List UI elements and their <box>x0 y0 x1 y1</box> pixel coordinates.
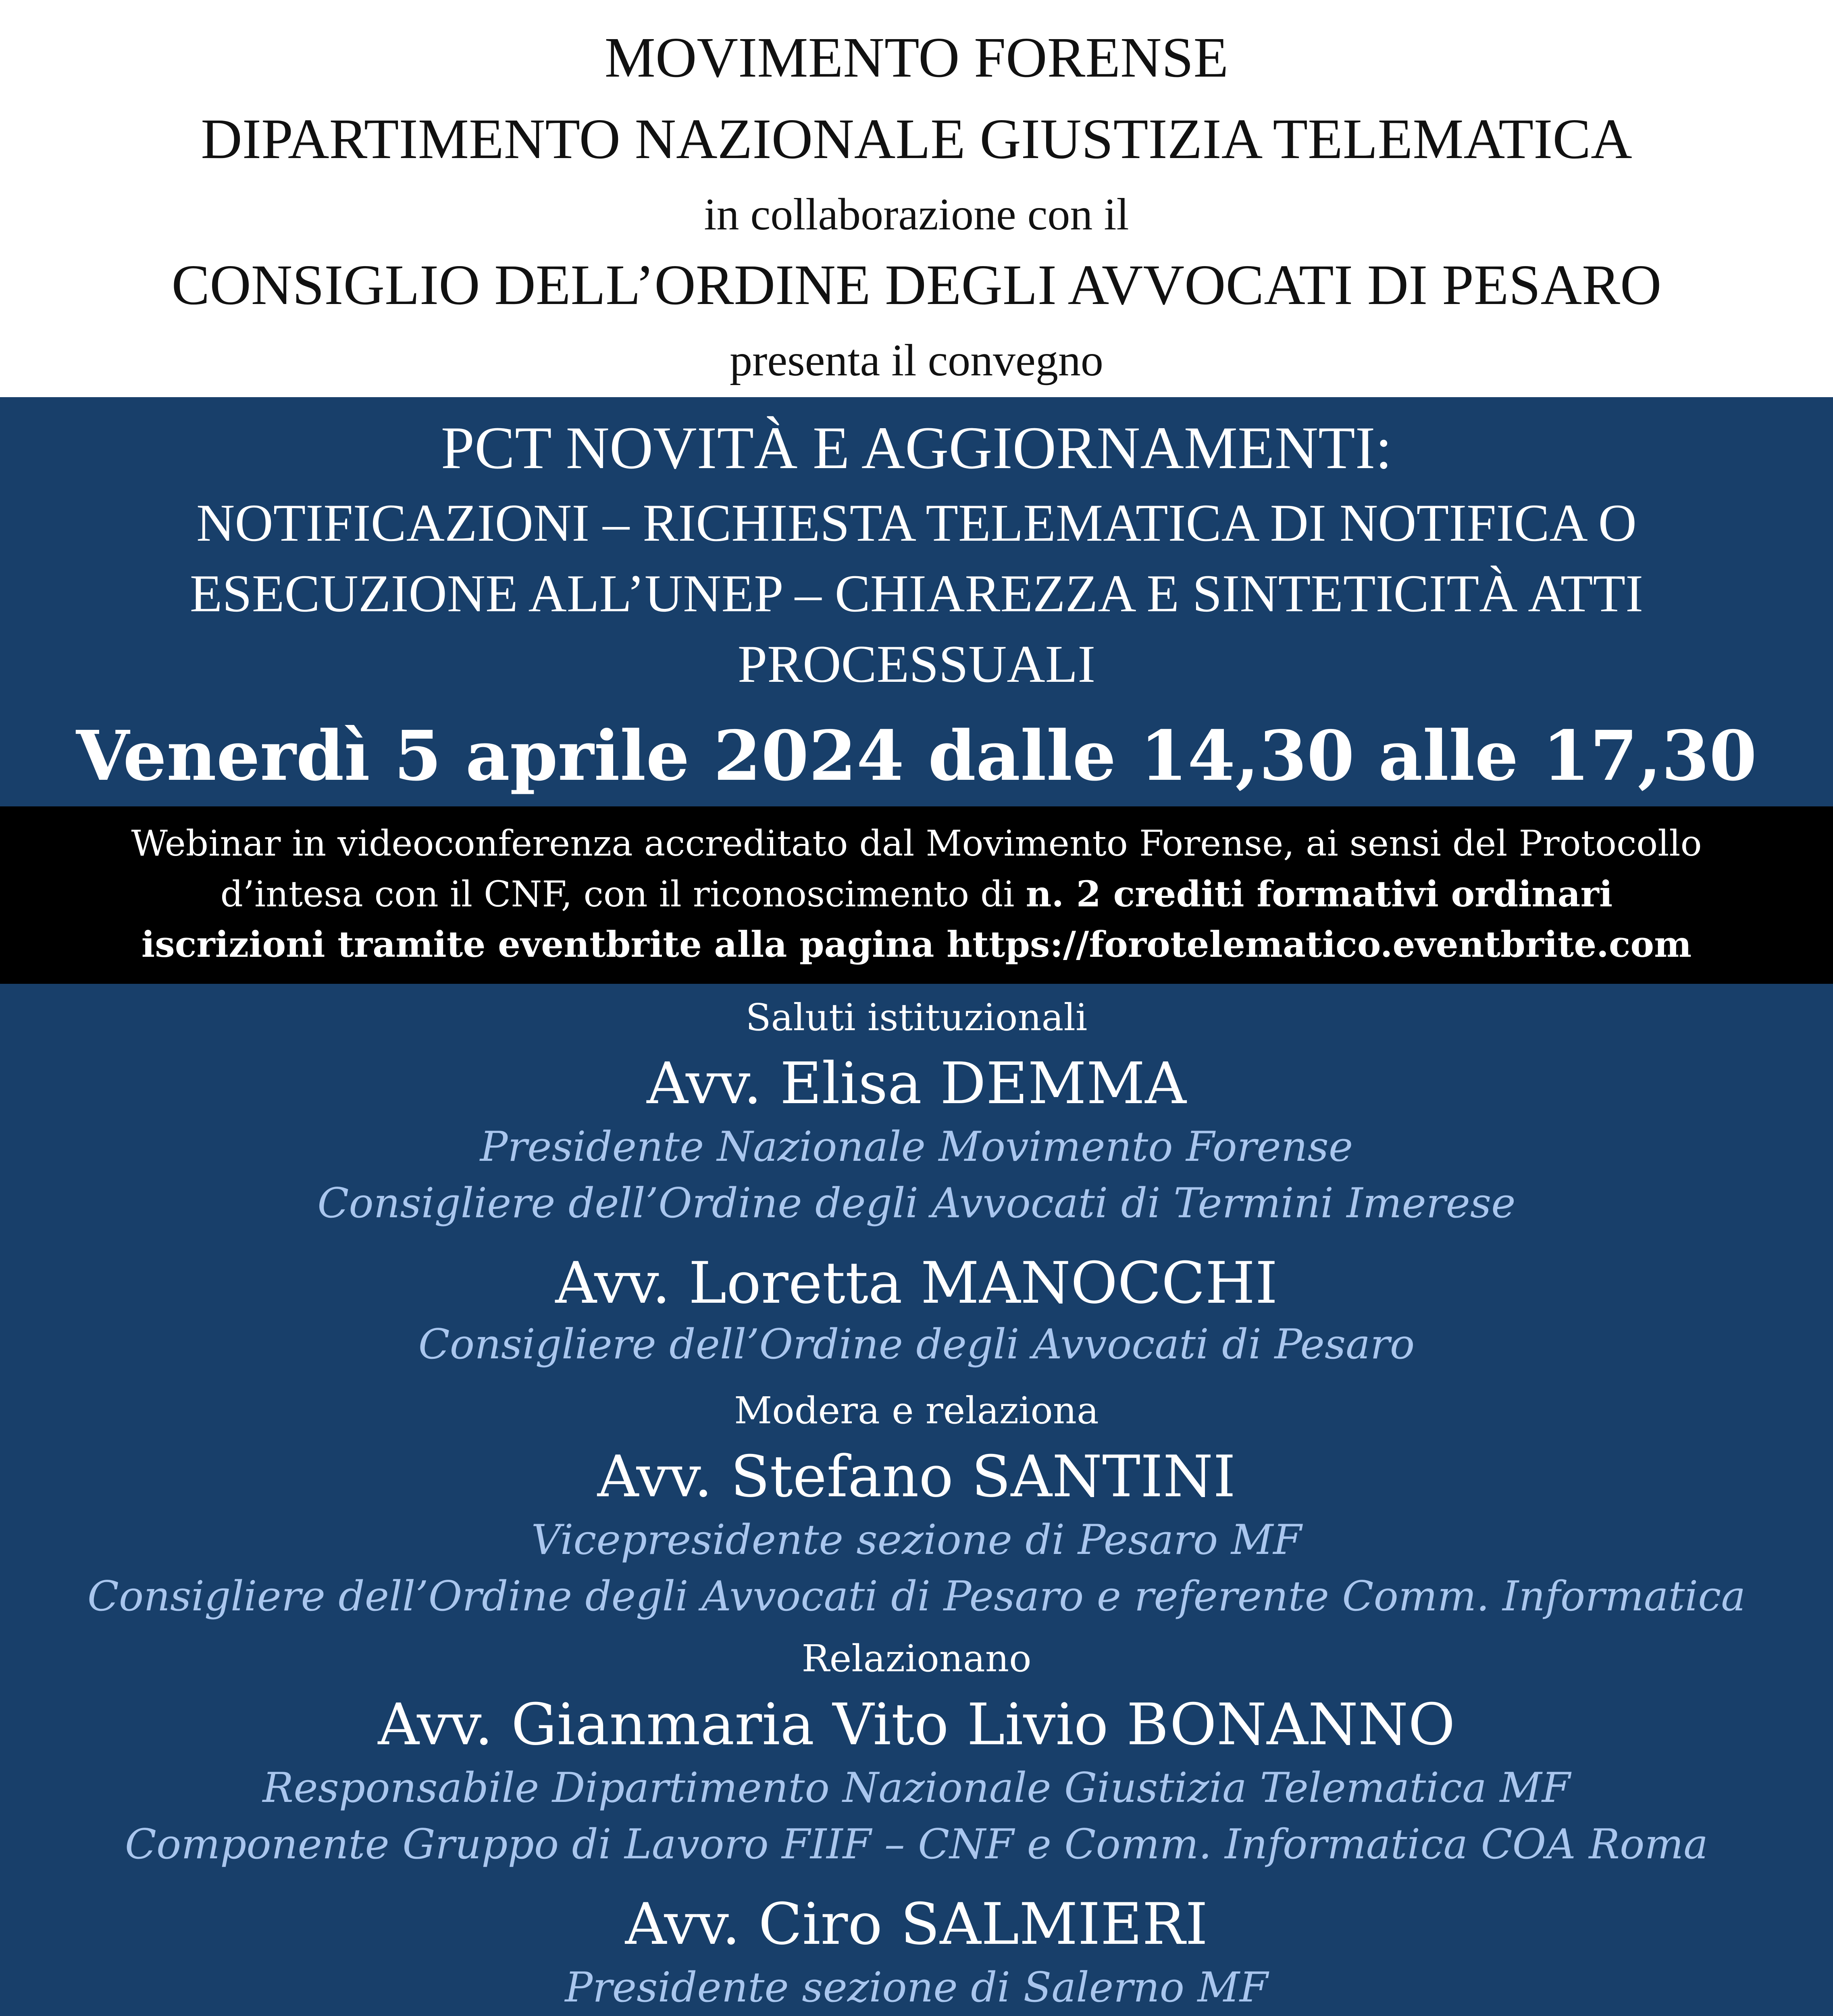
speaker-role-salmieri-1: Presidente sezione di Salerno MF <box>565 1964 1268 2012</box>
speaker-name-bonanno: Avv. Gianmaria Vito Livio BONANNO <box>378 1691 1455 1758</box>
webinar-info-band <box>0 806 1833 984</box>
event-subtitle-line-3: PROCESSUALI <box>737 634 1096 694</box>
webinar-line-1: Webinar in videoconferenza accreditato dal Movimento Forense, ai sensi del Protocollo <box>131 823 1702 864</box>
presents-text: presenta il convegno <box>730 335 1103 385</box>
speaker-role-bonanno-2: Componente Gruppo di Lavoro FIIF – CNF e Comm. Informatica COA Roma <box>125 1820 1708 1868</box>
event-title: PCT NOVITÀ E AGGIORNAMENTI: <box>441 414 1392 481</box>
council-title: CONSIGLIO DELL’ORDINE DEGLI AVVOCATI DI PESARO <box>171 253 1662 317</box>
speaker-name-demma: Avv. Elisa DEMMA <box>647 1050 1186 1117</box>
registration-link-text: iscrizioni tramite eventbrite alla pagina https://forotelematico.eventbrite.com <box>141 923 1692 965</box>
event-subtitle-line-2: ESECUZIONE ALL’UNEP – CHIAREZZA E SINTETICITÀ ATTI <box>189 564 1644 623</box>
header <box>0 0 1833 397</box>
speaker-role-santini-1: Vicepresidente sezione di Pesaro MF <box>531 1516 1302 1564</box>
title-band <box>0 397 1833 806</box>
speaker-role-santini-2: Consigliere dell’Ordine degli Avvocati di Pesaro e referente Comm. Informatica <box>87 1572 1746 1620</box>
speaker-role-demma-2: Consigliere dell’Ordine degli Avvocati di Termini Imerese <box>317 1179 1516 1227</box>
collaboration-text: in collaborazione con il <box>704 190 1129 240</box>
speaker-name-manocchi: Avv. Loretta MANOCCHI <box>555 1250 1278 1316</box>
speaker-name-salmieri: Avv. Ciro SALMIERI <box>625 1891 1208 1958</box>
speaker-role-manocchi-1: Consigliere dell’Ordine degli Avvocati di Pesaro <box>418 1320 1415 1368</box>
speakers-label: Relazionano <box>801 1637 1032 1680</box>
webinar-line-2-prefix: d’intesa con il CNF, con il riconoscimento di <box>220 873 1026 915</box>
organization-title: MOVIMENTO FORENSE <box>604 25 1229 89</box>
event-subtitle-line-1: NOTIFICAZIONI – RICHIESTA TELEMATICA DI NOTIFICA O <box>196 493 1637 552</box>
speaker-name-santini: Avv. Stefano SANTINI <box>597 1443 1236 1510</box>
credits-text: n. 2 crediti formativi ordinari <box>1026 873 1613 915</box>
event-date: Venerdì 5 aprile 2024 dalle 14,30 alle 17,30 <box>76 716 1757 796</box>
webinar-line-2 <box>0 873 1833 915</box>
moderator-label: Modera e relaziona <box>734 1389 1099 1432</box>
speaker-role-bonanno-1: Responsabile Dipartimento Nazionale Giustizia Telematica MF <box>262 1764 1571 1812</box>
speaker-role-demma-1: Presidente Nazionale Movimento Forense <box>480 1123 1353 1171</box>
department-title: DIPARTIMENTO NAZIONALE GIUSTIZIA TELEMATICA <box>201 107 1632 171</box>
greetings-label: Saluti istituzionali <box>745 996 1088 1039</box>
speakers-section <box>0 984 1833 2016</box>
